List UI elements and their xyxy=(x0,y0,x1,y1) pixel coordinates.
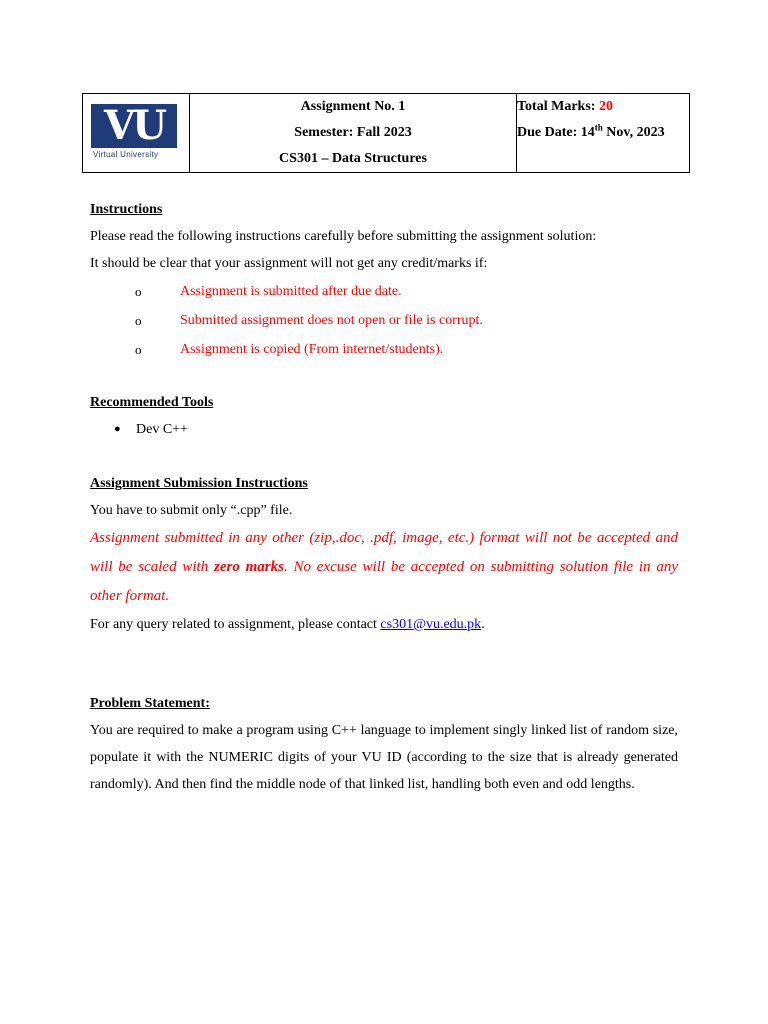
marks-date-cell xyxy=(517,94,690,173)
total-marks xyxy=(517,94,689,120)
assignment-header-table xyxy=(82,93,690,173)
total-marks-label: Total Marks: xyxy=(517,99,599,114)
instructions-heading: Instructions xyxy=(90,202,163,217)
warning-bold: zero marks xyxy=(213,559,284,575)
instructions-line-1: Please read the following instructions carefully before submitting the assignment solution: xyxy=(90,229,597,244)
warning-text-1: Assignment submitted in any other (zip,.doc, .pdf, image, etc.) format will not be accepted and will be scaled with xyxy=(90,530,678,575)
list-item xyxy=(90,306,678,335)
submission-section xyxy=(90,470,678,638)
tool-name: Dev C++ xyxy=(136,422,188,437)
list-item xyxy=(90,335,678,364)
contact-line xyxy=(90,611,678,638)
instructions-line-2: It should be clear that your assignment will not get any credit/marks if: xyxy=(90,256,488,271)
bullet-text: Assignment is copied (From internet/students). xyxy=(180,342,444,357)
tools-heading: Recommended Tools xyxy=(90,395,214,410)
assignment-info-cell xyxy=(190,94,517,173)
instructions-bullets xyxy=(90,277,678,364)
tools-section xyxy=(90,389,678,443)
problem-heading: Problem Statement: xyxy=(90,696,210,711)
logo-caption: Virtual University xyxy=(93,150,159,159)
submission-heading: Assignment Submission Instructions xyxy=(90,476,308,491)
total-marks-value: 20 xyxy=(598,99,613,114)
submission-warning xyxy=(90,524,678,611)
bullet-text: Submitted assignment does not open or file is corrupt. xyxy=(180,313,483,328)
contact-suffix: . xyxy=(481,617,485,632)
logo-cell xyxy=(83,94,190,173)
due-date-label: Due Date: 14 xyxy=(517,125,595,140)
due-date-rest: Nov, 2023 xyxy=(602,125,665,140)
circle-bullet-icon: o xyxy=(135,313,142,328)
vu-logo xyxy=(91,104,177,148)
logo-wrap xyxy=(83,94,189,159)
course-title: CS301 – Data Structures xyxy=(279,151,427,166)
due-date xyxy=(517,120,689,146)
list-item xyxy=(90,277,678,306)
bullet-dot-icon: ● xyxy=(114,423,121,435)
list-item xyxy=(90,416,678,443)
due-date-sup: th xyxy=(594,122,603,133)
contact-prefix: For any query related to assignment, please contact xyxy=(90,617,381,632)
contact-email-link[interactable]: cs301@vu.edu.pk xyxy=(380,617,482,632)
circle-bullet-icon: o xyxy=(135,342,142,357)
problem-text: You are required to make a program using C++ language to implement singly linked list of random size, populate it with the NUMERIC digits of your VU ID (according to the size that is already generated randomly). And then find the middle node of that linked list, handling both even and odd lengths. xyxy=(90,723,678,792)
submission-line-1: You have to submit only “.cpp” file. xyxy=(90,503,293,518)
circle-bullet-icon: o xyxy=(135,284,142,299)
instructions-section xyxy=(90,196,678,364)
problem-section xyxy=(90,690,678,798)
logo-text: VU xyxy=(104,102,164,149)
semester: Semester: Fall 2023 xyxy=(294,125,412,140)
warning-text-2: . No excuse will be accepted on submitting solution file in any other format. xyxy=(90,559,678,604)
bullet-text: Assignment is submitted after due date. xyxy=(180,284,402,299)
assignment-number: Assignment No. 1 xyxy=(300,99,406,114)
